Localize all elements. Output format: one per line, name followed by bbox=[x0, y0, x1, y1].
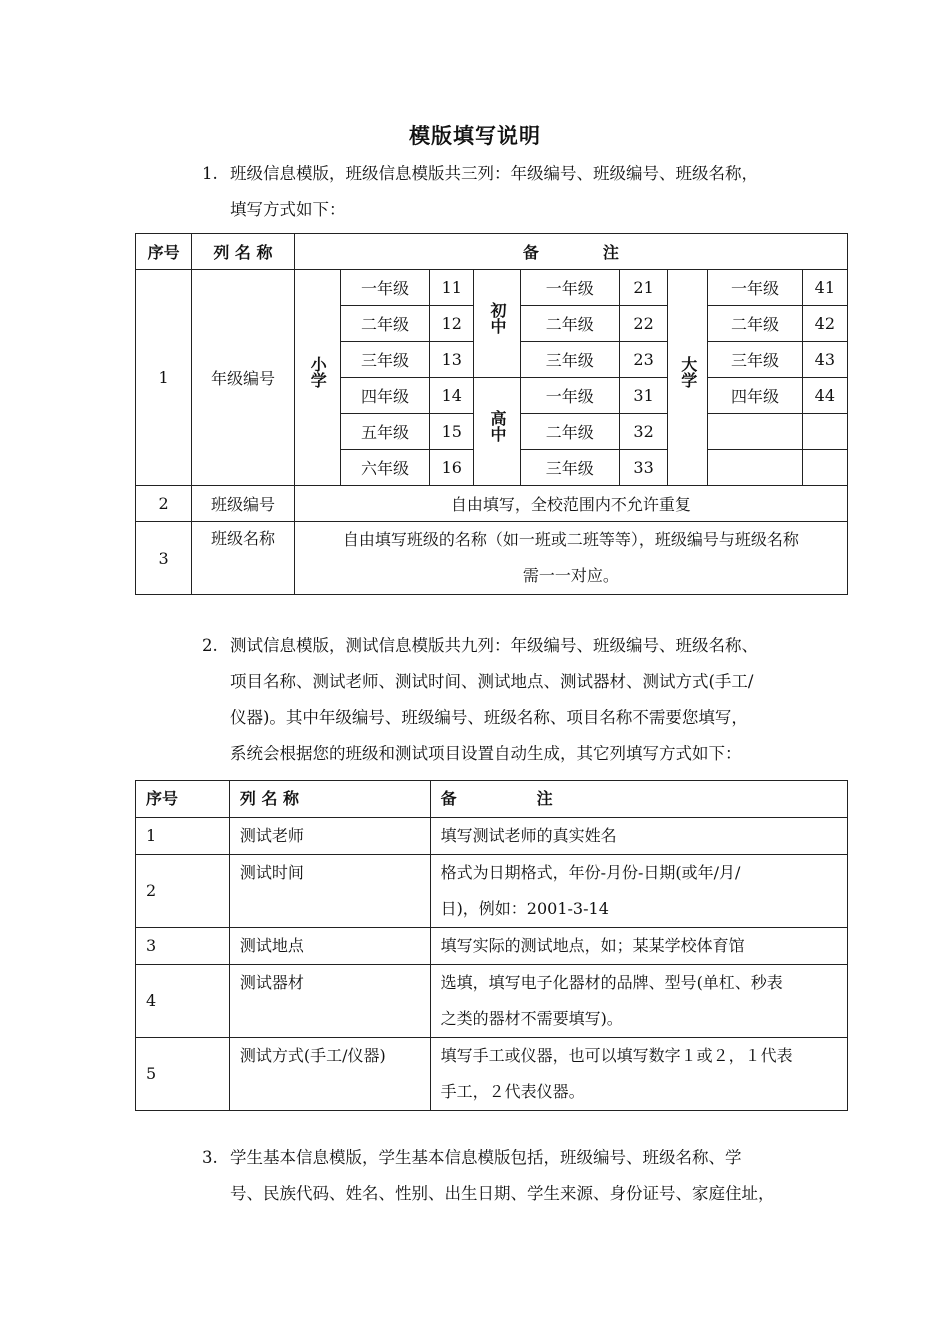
code-cell: 31 bbox=[619, 378, 667, 414]
section-2-line: 仪器)。其中年级编号、班级编号、班级名称、项目名称不需要您填写， bbox=[230, 708, 748, 727]
row-name: 测试老师 bbox=[229, 818, 430, 855]
row-name: 测试时间 bbox=[229, 855, 430, 928]
grade-cell: 二年级 bbox=[340, 306, 429, 342]
row-name: 测试地点 bbox=[229, 928, 430, 965]
row2-note: 自由填写，全校范围内不允许重复 bbox=[294, 486, 847, 522]
header-colname: 列 名 称 bbox=[229, 781, 430, 818]
row-note bbox=[430, 855, 847, 928]
code-cell: 33 bbox=[619, 450, 667, 486]
row-note bbox=[430, 1038, 847, 1111]
section-1-number: 1. bbox=[202, 164, 218, 183]
code-cell: 13 bbox=[430, 342, 474, 378]
row-seq: 3 bbox=[136, 928, 230, 965]
header-note: 备 注 bbox=[294, 234, 847, 270]
row1-name: 年级编号 bbox=[192, 270, 294, 486]
row-seq: 2 bbox=[136, 855, 230, 928]
section-2-line: 系统会根据您的班级和测试项目设置自动生成，其它列填写方式如下： bbox=[230, 744, 742, 763]
row3-name: 班级名称 bbox=[192, 522, 294, 595]
table-row bbox=[136, 855, 848, 928]
section-1-line: 班级信息模版，班级信息模版共三列：年级编号、班级编号、班级名称， bbox=[230, 164, 758, 183]
row1-seq: 1 bbox=[136, 270, 192, 486]
grade-cell: 一年级 bbox=[520, 378, 619, 414]
primary-label: 小学 bbox=[294, 270, 340, 486]
row-note-line: 格式为日期格式，年份-月份-日期(或年/月/ bbox=[440, 863, 741, 882]
table-row bbox=[136, 818, 848, 855]
code-cell: 41 bbox=[802, 270, 847, 306]
grade-cell: 一年级 bbox=[520, 270, 619, 306]
section-3-line: 号、民族代码、姓名、性别、出生日期、学生来源、身份证号、家庭住址， bbox=[230, 1184, 775, 1203]
code-cell: 42 bbox=[802, 306, 847, 342]
code-cell: 21 bbox=[619, 270, 667, 306]
header-seq: 序号 bbox=[136, 234, 192, 270]
section-1 bbox=[202, 156, 828, 228]
section-3-number: 3. bbox=[202, 1148, 218, 1167]
code-cell: 14 bbox=[430, 378, 474, 414]
row-seq: 4 bbox=[136, 965, 230, 1038]
row-note-line: 之类的器材不需要填写)。 bbox=[440, 1009, 623, 1028]
grade-cell: 四年级 bbox=[340, 378, 429, 414]
senior-label: 高中 bbox=[474, 378, 520, 486]
row-seq: 1 bbox=[136, 818, 230, 855]
grade-cell: 二年级 bbox=[520, 414, 619, 450]
row-note bbox=[430, 965, 847, 1038]
table-row bbox=[136, 1038, 848, 1111]
grade-cell: 六年级 bbox=[340, 450, 429, 486]
row-name: 测试器材 bbox=[229, 965, 430, 1038]
empty-cell bbox=[708, 450, 802, 486]
code-cell: 44 bbox=[802, 378, 847, 414]
empty-cell bbox=[802, 414, 847, 450]
page-title: 模版填写说明 bbox=[409, 123, 541, 148]
header-seq: 序号 bbox=[136, 781, 230, 818]
junior-label: 初中 bbox=[474, 270, 520, 378]
code-cell: 23 bbox=[619, 342, 667, 378]
test-info-table bbox=[135, 780, 848, 1111]
row-seq: 5 bbox=[136, 1038, 230, 1111]
section-2 bbox=[202, 628, 828, 772]
code-cell: 32 bbox=[619, 414, 667, 450]
row-note: 填写测试老师的真实姓名 bbox=[430, 818, 847, 855]
code-cell: 12 bbox=[430, 306, 474, 342]
section-2-line: 项目名称、测试老师、测试时间、测试地点、测试器材、测试方式(手工/ bbox=[230, 672, 754, 691]
row-note-line: 手工，２代表仪器。 bbox=[440, 1082, 585, 1101]
section-3 bbox=[202, 1140, 828, 1212]
grade-cell: 二年级 bbox=[520, 306, 619, 342]
table-row bbox=[136, 928, 848, 965]
grade-cell: 三年级 bbox=[340, 342, 429, 378]
section-2-number: 2. bbox=[202, 636, 218, 655]
row3-note bbox=[294, 522, 847, 595]
row2-seq: 2 bbox=[136, 486, 192, 522]
code-cell: 11 bbox=[430, 270, 474, 306]
grade-cell: 二年级 bbox=[708, 306, 802, 342]
section-1-line: 填写方式如下： bbox=[230, 200, 346, 219]
code-cell: 16 bbox=[430, 450, 474, 486]
code-cell: 22 bbox=[619, 306, 667, 342]
grade-cell: 三年级 bbox=[520, 342, 619, 378]
section-3-line: 学生基本信息模版，学生基本信息模版包括，班级编号、班级名称、学 bbox=[230, 1148, 742, 1167]
empty-cell bbox=[708, 414, 802, 450]
row3-seq: 3 bbox=[136, 522, 192, 595]
section-2-line: 测试信息模版，测试信息模版共九列：年级编号、班级编号、班级名称、 bbox=[230, 636, 758, 655]
grade-cell: 四年级 bbox=[708, 378, 802, 414]
empty-cell bbox=[802, 450, 847, 486]
row-note: 填写实际的测试地点，如；某某学校体育馆 bbox=[430, 928, 847, 965]
header-colname: 列 名 称 bbox=[192, 234, 294, 270]
table-row bbox=[136, 965, 848, 1038]
grade-cell: 一年级 bbox=[708, 270, 802, 306]
row3-note-line: 需一一对应。 bbox=[522, 566, 619, 585]
college-label: 大学 bbox=[668, 270, 708, 486]
row2-name: 班级编号 bbox=[192, 486, 294, 522]
row3-note-line: 自由填写班级的名称（如一班或二班等等），班级编号与班级名称 bbox=[342, 530, 799, 549]
grade-cell: 三年级 bbox=[520, 450, 619, 486]
header-note: 备 注 bbox=[430, 781, 847, 818]
class-info-table bbox=[135, 233, 848, 595]
row-note-line: 填写手工或仪器，也可以填写数字１或２，１代表 bbox=[440, 1046, 793, 1065]
code-cell: 15 bbox=[430, 414, 474, 450]
code-cell: 43 bbox=[802, 342, 847, 378]
row-note-line: 选填，填写电子化器材的品牌、型号(单杠、秒表 bbox=[440, 973, 783, 992]
grade-cell: 一年级 bbox=[340, 270, 429, 306]
grade-cell: 三年级 bbox=[708, 342, 802, 378]
row-note-line: 日)，例如：2001-3-14 bbox=[440, 899, 609, 918]
grade-cell: 五年级 bbox=[340, 414, 429, 450]
row-name: 测试方式(手工/仪器) bbox=[229, 1038, 430, 1111]
